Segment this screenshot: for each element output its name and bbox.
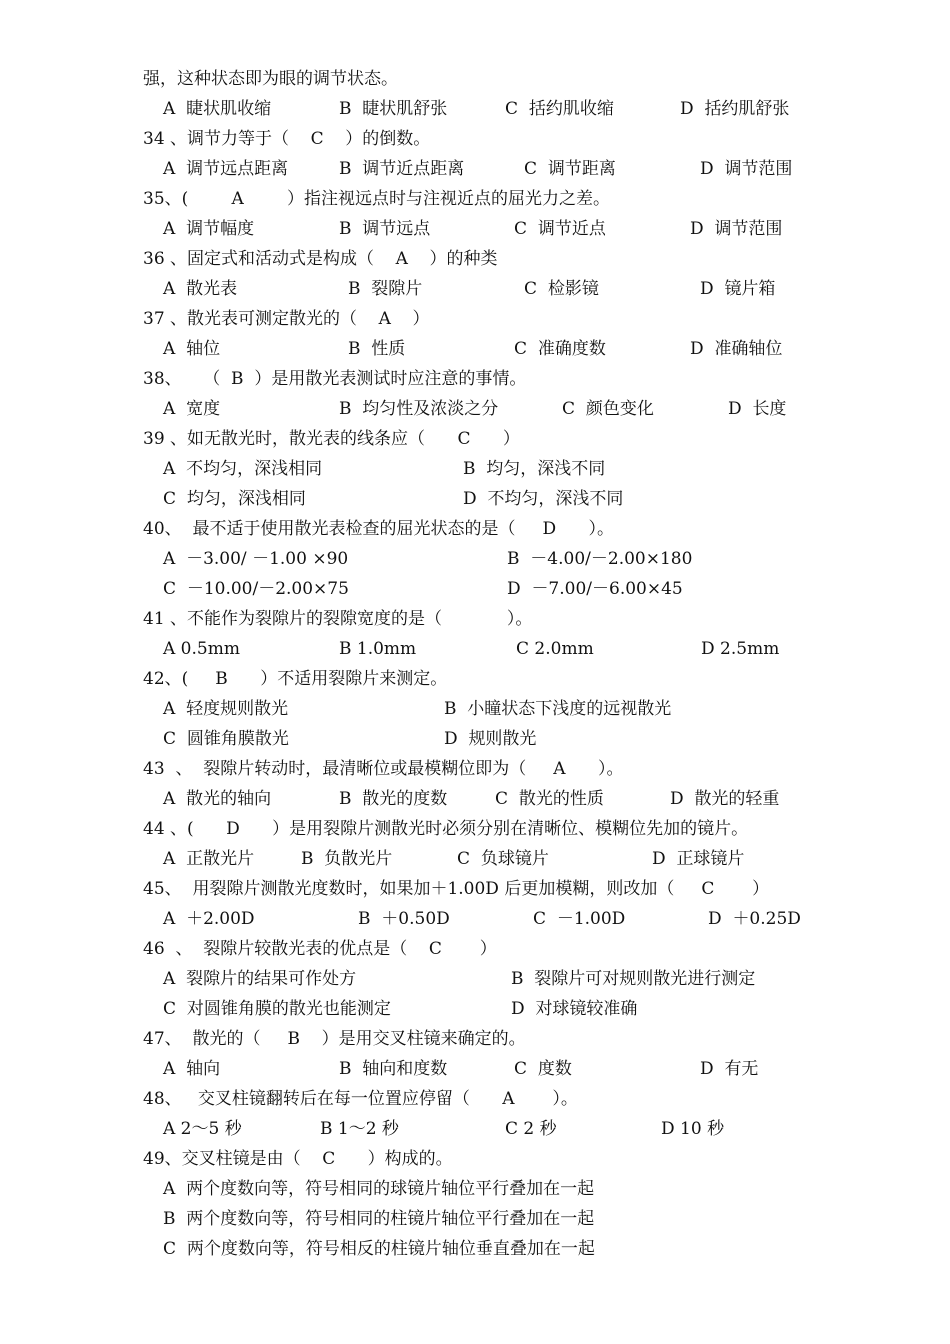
option-a: A 调节远点距离 [163,159,289,179]
option-b: B 1.0mm [339,639,417,659]
option-a: A 不均匀，深浅相同 [163,459,323,479]
option-a: A 正散光片 [163,849,255,869]
option-b: B 睫状肌舒张 [339,99,448,119]
option-c: C 2.0mm [516,639,594,659]
question-37-stem: 37 、散光表可测定散光的（ A ） [143,309,430,329]
option-a: A ＋2.00D [163,909,255,929]
option-c: C －1.00D [533,909,626,929]
option-c: C 调节距离 [524,159,616,179]
question-46-stem: 46 、 裂隙片较散光表的优点是（ C ） [143,939,497,959]
option-a: A 轴向 [163,1059,221,1079]
question-45-stem: 45、 用裂隙片测散光度数时，如果加＋1.00D 后更加模糊，则改加（ C ） [143,879,770,899]
option-b: B 散光的度数 [339,789,448,809]
question-44-stem: 44 、( D ）是用裂隙片测散光时必须分别在清晰位、模糊位先加的镜片。 [143,819,749,839]
option-d: D 括约肌舒张 [680,99,790,119]
question-48-stem: 48、 交叉柱镜翻转后在每一位置应停留（ A ）。 [143,1089,578,1109]
option-b: B 裂隙片可对规则散光进行测定 [511,969,756,989]
option-c: C 圆锥角膜散光 [163,729,289,749]
option-a: A 2～5 秒 [163,1119,242,1139]
option-b: B 均匀，深浅不同 [463,459,606,479]
option-d: D 镜片箱 [700,279,776,299]
question-42-stem: 42、( B ）不适用裂隙片来测定。 [143,669,448,689]
option-d: D 2.5mm [701,639,780,659]
option-d: D 对球镜较准确 [511,999,638,1019]
option-b: B 均匀性及浓淡之分 [339,399,499,419]
option-d: D －7.00/－6.00×45 [507,579,683,599]
question-40-stem: 40、 最不适于使用散光表检查的屈光状态的是（ D ）。 [143,519,615,539]
option-c: C 调节近点 [514,219,606,239]
option-b: B 负散光片 [301,849,393,869]
option-b: B 小瞳状态下浅度的远视散光 [444,699,672,719]
option-c: C 检影镜 [524,279,599,299]
option-a: A 轻度规则散光 [163,699,289,719]
option-c: C 两个度数向等，符号相反的柱镜片轴位垂直叠加在一起 [163,1239,595,1259]
option-a: A 散光表 [163,279,238,299]
option-d: D 规则散光 [444,729,537,749]
option-a: A 调节幅度 [163,219,255,239]
option-d: D 有无 [700,1059,759,1079]
option-d: D 调节范围 [700,159,793,179]
option-d: D 散光的轻重 [670,789,780,809]
option-a: A －3.00/ －1.00 ×90 [163,549,349,569]
option-b: B －4.00/－2.00×180 [507,549,693,569]
option-d: D 长度 [728,399,787,419]
question-38-stem: 38、 （ B ）是用散光表测试时应注意的事情。 [143,369,527,389]
option-b: B 调节近点距离 [339,159,465,179]
option-c: C 对圆锥角膜的散光也能测定 [163,999,391,1019]
option-d: D ＋0.25D [708,909,801,929]
option-d: D 正球镜片 [652,849,745,869]
option-d: D 准确轴位 [690,339,783,359]
option-c: C 2 秒 [505,1119,557,1139]
option-c: C 负球镜片 [457,849,549,869]
option-a: A 0.5mm [163,639,240,659]
option-b: B 调节远点 [339,219,431,239]
option-b: B 1～2 秒 [320,1119,399,1139]
option-b: B 轴向和度数 [339,1059,448,1079]
option-c: C 括约肌收缩 [505,99,614,119]
option-a: A 轴位 [163,339,221,359]
option-a: A 睫状肌收缩 [163,99,272,119]
option-b: B 性质 [348,339,406,359]
question-34-stem: 34 、调节力等于（ C ）的倒数。 [143,129,431,149]
option-a: A 散光的轴向 [163,789,272,809]
continuation-line: 强，这种状态即为眼的调节状态。 [143,69,398,89]
option-d: D 调节范围 [690,219,783,239]
option-c: C 均匀，深浅相同 [163,489,306,509]
option-a: A 两个度数向等，符号相同的球镜片轴位平行叠加在一起 [163,1179,595,1199]
question-41-stem: 41 、不能作为裂隙片的裂隙宽度的是（ ）。 [143,609,533,629]
question-49-stem: 49、交叉柱镜是由（ C ）构成的。 [143,1149,453,1169]
question-39-stem: 39 、如无散光时，散光表的线条应（ C ） [143,429,520,449]
option-d: D 不均匀，深浅不同 [463,489,624,509]
option-c: C 散光的性质 [495,789,604,809]
option-b: B ＋0.50D [358,909,450,929]
option-c: C －10.00/－2.00×75 [163,579,349,599]
option-c: C 度数 [514,1059,572,1079]
question-36-stem: 36 、固定式和活动式是构成（ A ）的种类 [143,249,498,269]
option-a: A 宽度 [163,399,221,419]
option-a: A 裂隙片的结果可作处方 [163,969,357,989]
question-47-stem: 47、 散光的（ B ）是用交叉柱镜来确定的。 [143,1029,526,1049]
option-b: B 两个度数向等，符号相同的柱镜片轴位平行叠加在一起 [163,1209,595,1229]
option-c: C 颜色变化 [562,399,654,419]
option-d: D 10 秒 [661,1119,725,1139]
question-35-stem: 35、( A ）指注视远点时与注视近点的屈光力之差。 [143,189,611,209]
option-c: C 准确度数 [514,339,606,359]
question-43-stem: 43 、 裂隙片转动时，最清晰位或最模糊位即为（ A ）。 [143,759,624,779]
option-b: B 裂隙片 [348,279,423,299]
